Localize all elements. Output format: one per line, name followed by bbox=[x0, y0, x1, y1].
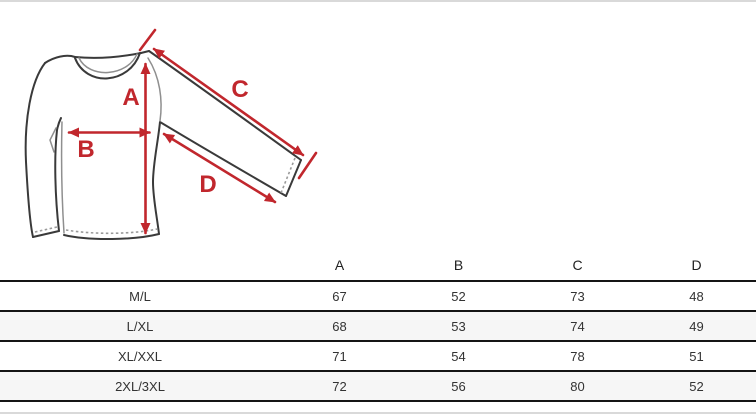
shirt-measurement-diagram bbox=[0, 2, 756, 250]
value-c: 73 bbox=[518, 281, 637, 311]
size-label: M/L bbox=[0, 281, 280, 311]
tick-c-end bbox=[299, 153, 316, 178]
value-c: 78 bbox=[518, 341, 637, 371]
size-label: XL/XXL bbox=[0, 341, 280, 371]
measurement-arrows bbox=[69, 30, 316, 233]
size-table-header-row bbox=[0, 250, 756, 281]
header-d: D bbox=[637, 250, 756, 281]
header-c: C bbox=[518, 250, 637, 281]
value-d: 51 bbox=[637, 341, 756, 371]
value-c: 74 bbox=[518, 311, 637, 341]
value-d: 48 bbox=[637, 281, 756, 311]
value-b: 56 bbox=[399, 371, 518, 401]
label-b: B bbox=[77, 136, 95, 163]
size-label: 2XL/3XL bbox=[0, 371, 280, 401]
value-a: 72 bbox=[280, 371, 399, 401]
table-row bbox=[0, 311, 756, 341]
header-size bbox=[0, 250, 280, 281]
table-row bbox=[0, 371, 756, 401]
value-d: 49 bbox=[637, 311, 756, 341]
value-d: 52 bbox=[637, 371, 756, 401]
shirt-stitching bbox=[35, 158, 295, 233]
size-table bbox=[0, 250, 756, 402]
arrow-c-outer-sleeve bbox=[154, 49, 303, 155]
tick-c-start bbox=[140, 30, 155, 50]
label-c: C bbox=[231, 76, 249, 103]
value-a: 68 bbox=[280, 311, 399, 341]
value-a: 67 bbox=[280, 281, 399, 311]
value-b: 54 bbox=[399, 341, 518, 371]
header-b: B bbox=[399, 250, 518, 281]
value-b: 53 bbox=[399, 311, 518, 341]
shirt-outline bbox=[26, 51, 301, 239]
size-label: L/XL bbox=[0, 311, 280, 341]
header-a: A bbox=[280, 250, 399, 281]
label-a: A bbox=[122, 84, 140, 111]
label-d: D bbox=[199, 171, 217, 198]
arrow-d-inner-sleeve bbox=[164, 134, 275, 202]
measurement-labels bbox=[77, 76, 248, 198]
bottom-divider bbox=[0, 412, 756, 414]
shirt-diagram-svg bbox=[0, 2, 756, 250]
value-b: 52 bbox=[399, 281, 518, 311]
table-row bbox=[0, 281, 756, 311]
table-row bbox=[0, 341, 756, 371]
value-a: 71 bbox=[280, 341, 399, 371]
value-c: 80 bbox=[518, 371, 637, 401]
